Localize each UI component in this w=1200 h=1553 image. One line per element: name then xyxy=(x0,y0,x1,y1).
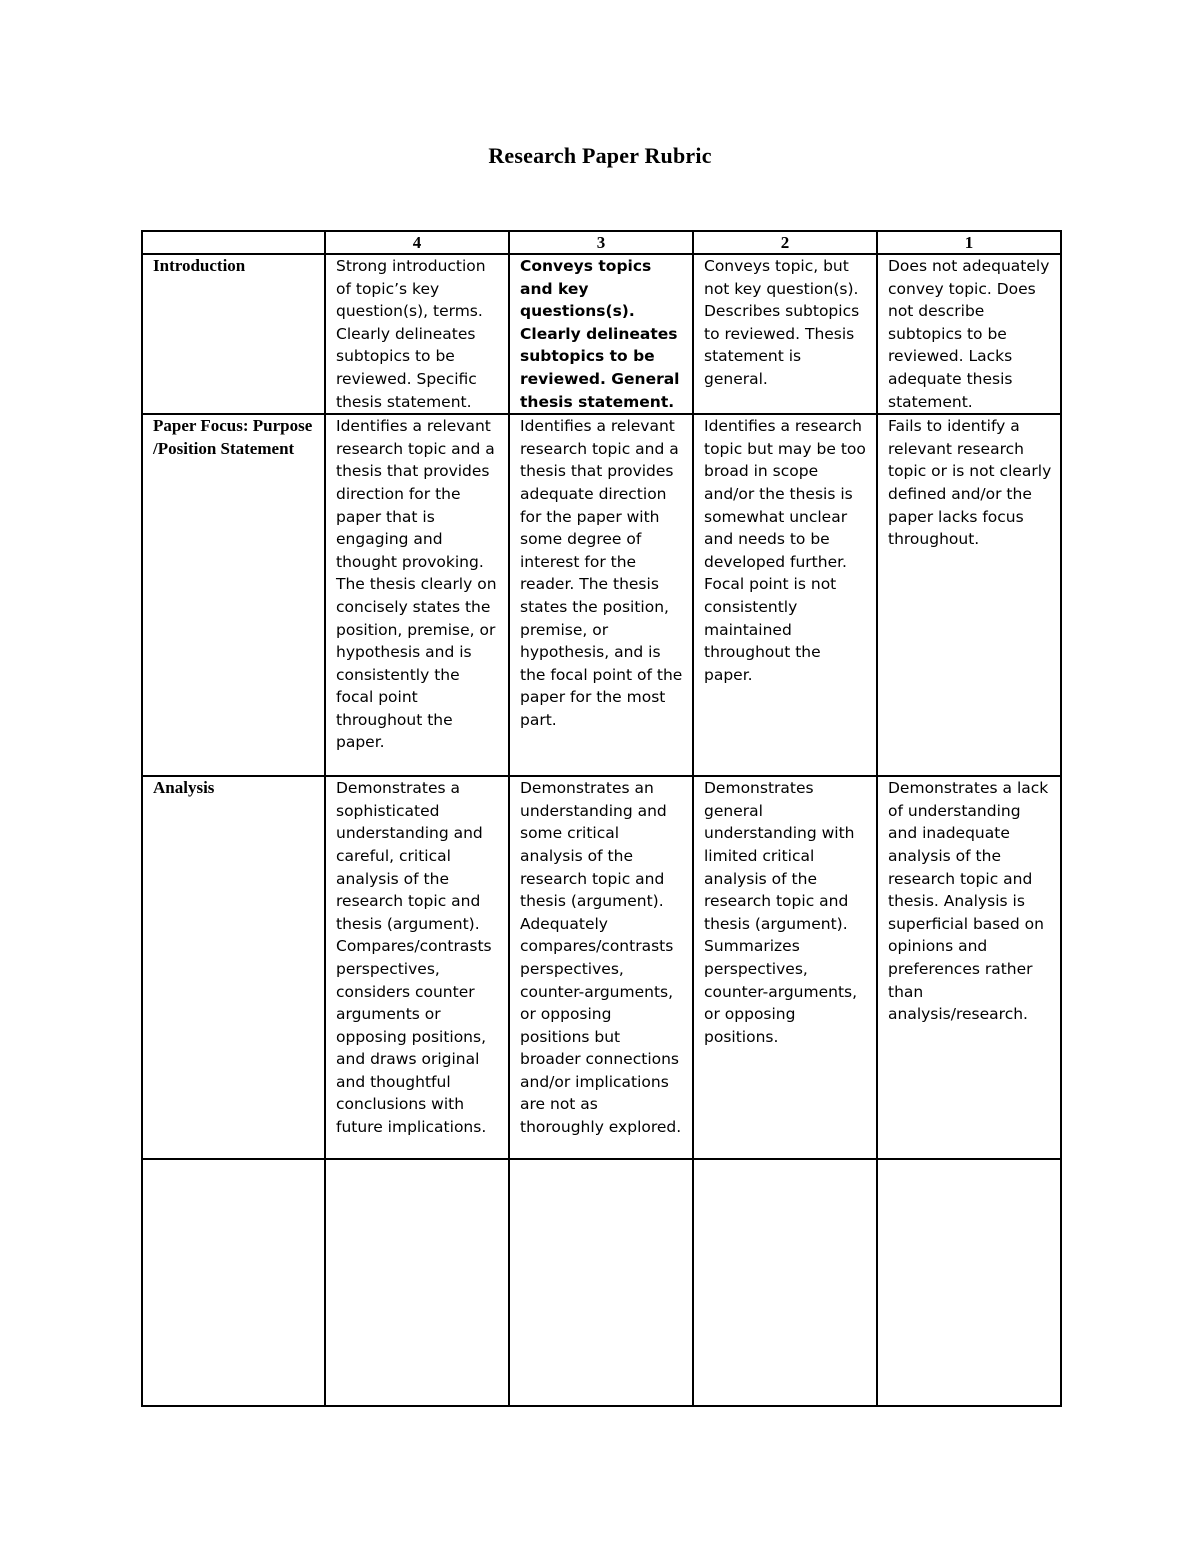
table-row xyxy=(142,254,1061,414)
rubric-cell-score-2: Demonstrates general understanding with limited critical analysis of the research topic and thesis (argument). Summarizes perspectives, counter-arguments, or opposing positions. xyxy=(693,776,877,1159)
header-cell-criterion xyxy=(142,231,325,254)
rubric-cell-score-4: Demonstrates a sophisticated understanding and careful, critical analysis of the research topic and thesis (argument). Compares/contrasts perspectives, considers counter arguments or opposing positions, and draws original and thoughtful conclusions with future implications. xyxy=(325,776,509,1159)
rubric-cell-score-3 xyxy=(509,1159,693,1406)
rubric-cell-score-4: Strong introduction of topic’s key question(s), terms. Clearly delineates subtopics to be reviewed. Specific thesis statement. xyxy=(325,254,509,414)
rubric-cell-score-2: Conveys topic, but not key question(s). Describes subtopics to reviewed. Thesis statement is general. xyxy=(693,254,877,414)
criterion-label: Paper Focus: Purpose /Position Statement xyxy=(142,414,325,776)
page-title: Research Paper Rubric xyxy=(488,143,712,168)
table-row xyxy=(142,414,1061,776)
rubric-cell-score-1: Fails to identify a relevant research topic or is not clearly defined and/or the paper lacks focus throughout. xyxy=(877,414,1061,776)
criterion-label: Introduction xyxy=(142,254,325,414)
rubric-cell-score-2: Identifies a research topic but may be too broad in scope and/or the thesis is somewhat unclear and needs to be developed further. Focal point is not consistently maintained throughout the paper. xyxy=(693,414,877,776)
header-row xyxy=(142,231,1061,254)
rubric-cell-score-1: Demonstrates a lack of understanding and inadequate analysis of the research topic and thesis. Analysis is superficial based on opinions and preferences rather than analysis/research. xyxy=(877,776,1061,1159)
rubric-table xyxy=(141,230,1062,1407)
rubric-cell-score-3: Identifies a relevant research topic and a thesis that provides adequate direction for the paper with some degree of interest for the reader. The thesis states the position, premise, or hypothesis, and is the focal point of the paper for the most part. xyxy=(509,414,693,776)
rubric-cell-score-4 xyxy=(325,1159,509,1406)
criterion-label xyxy=(142,1159,325,1406)
table-row xyxy=(142,1159,1061,1406)
rubric-cell-score-1 xyxy=(877,1159,1061,1406)
header-cell-score-1: 1 xyxy=(877,231,1061,254)
rubric-cell-score-2 xyxy=(693,1159,877,1406)
header-cell-score-3: 3 xyxy=(509,231,693,254)
rubric-cell-score-3: Demonstrates an understanding and some critical analysis of the research topic and thesis (argument). Adequately compares/contrasts perspectives, counter-arguments, or opposing positions but broader connections and/or implications are not as thoroughly explored. xyxy=(509,776,693,1159)
header-cell-score-2: 2 xyxy=(693,231,877,254)
rubric-cell-score-4: Identifies a relevant research topic and a thesis that provides direction for the paper that is engaging and thought provoking. The thesis clearly on concisely states the position, premise, or hypothesis and is consistently the focal point throughout the paper. xyxy=(325,414,509,776)
table-row xyxy=(142,776,1061,1159)
rubric-cell-score-3: Conveys topics and key questions(s). Clearly delineates subtopics to be reviewed. General thesis statement. xyxy=(509,254,693,414)
header-cell-score-4: 4 xyxy=(325,231,509,254)
rubric-cell-score-1: Does not adequately convey topic. Does not describe subtopics to be reviewed. Lacks adequate thesis statement. xyxy=(877,254,1061,414)
criterion-label: Analysis xyxy=(142,776,325,1159)
